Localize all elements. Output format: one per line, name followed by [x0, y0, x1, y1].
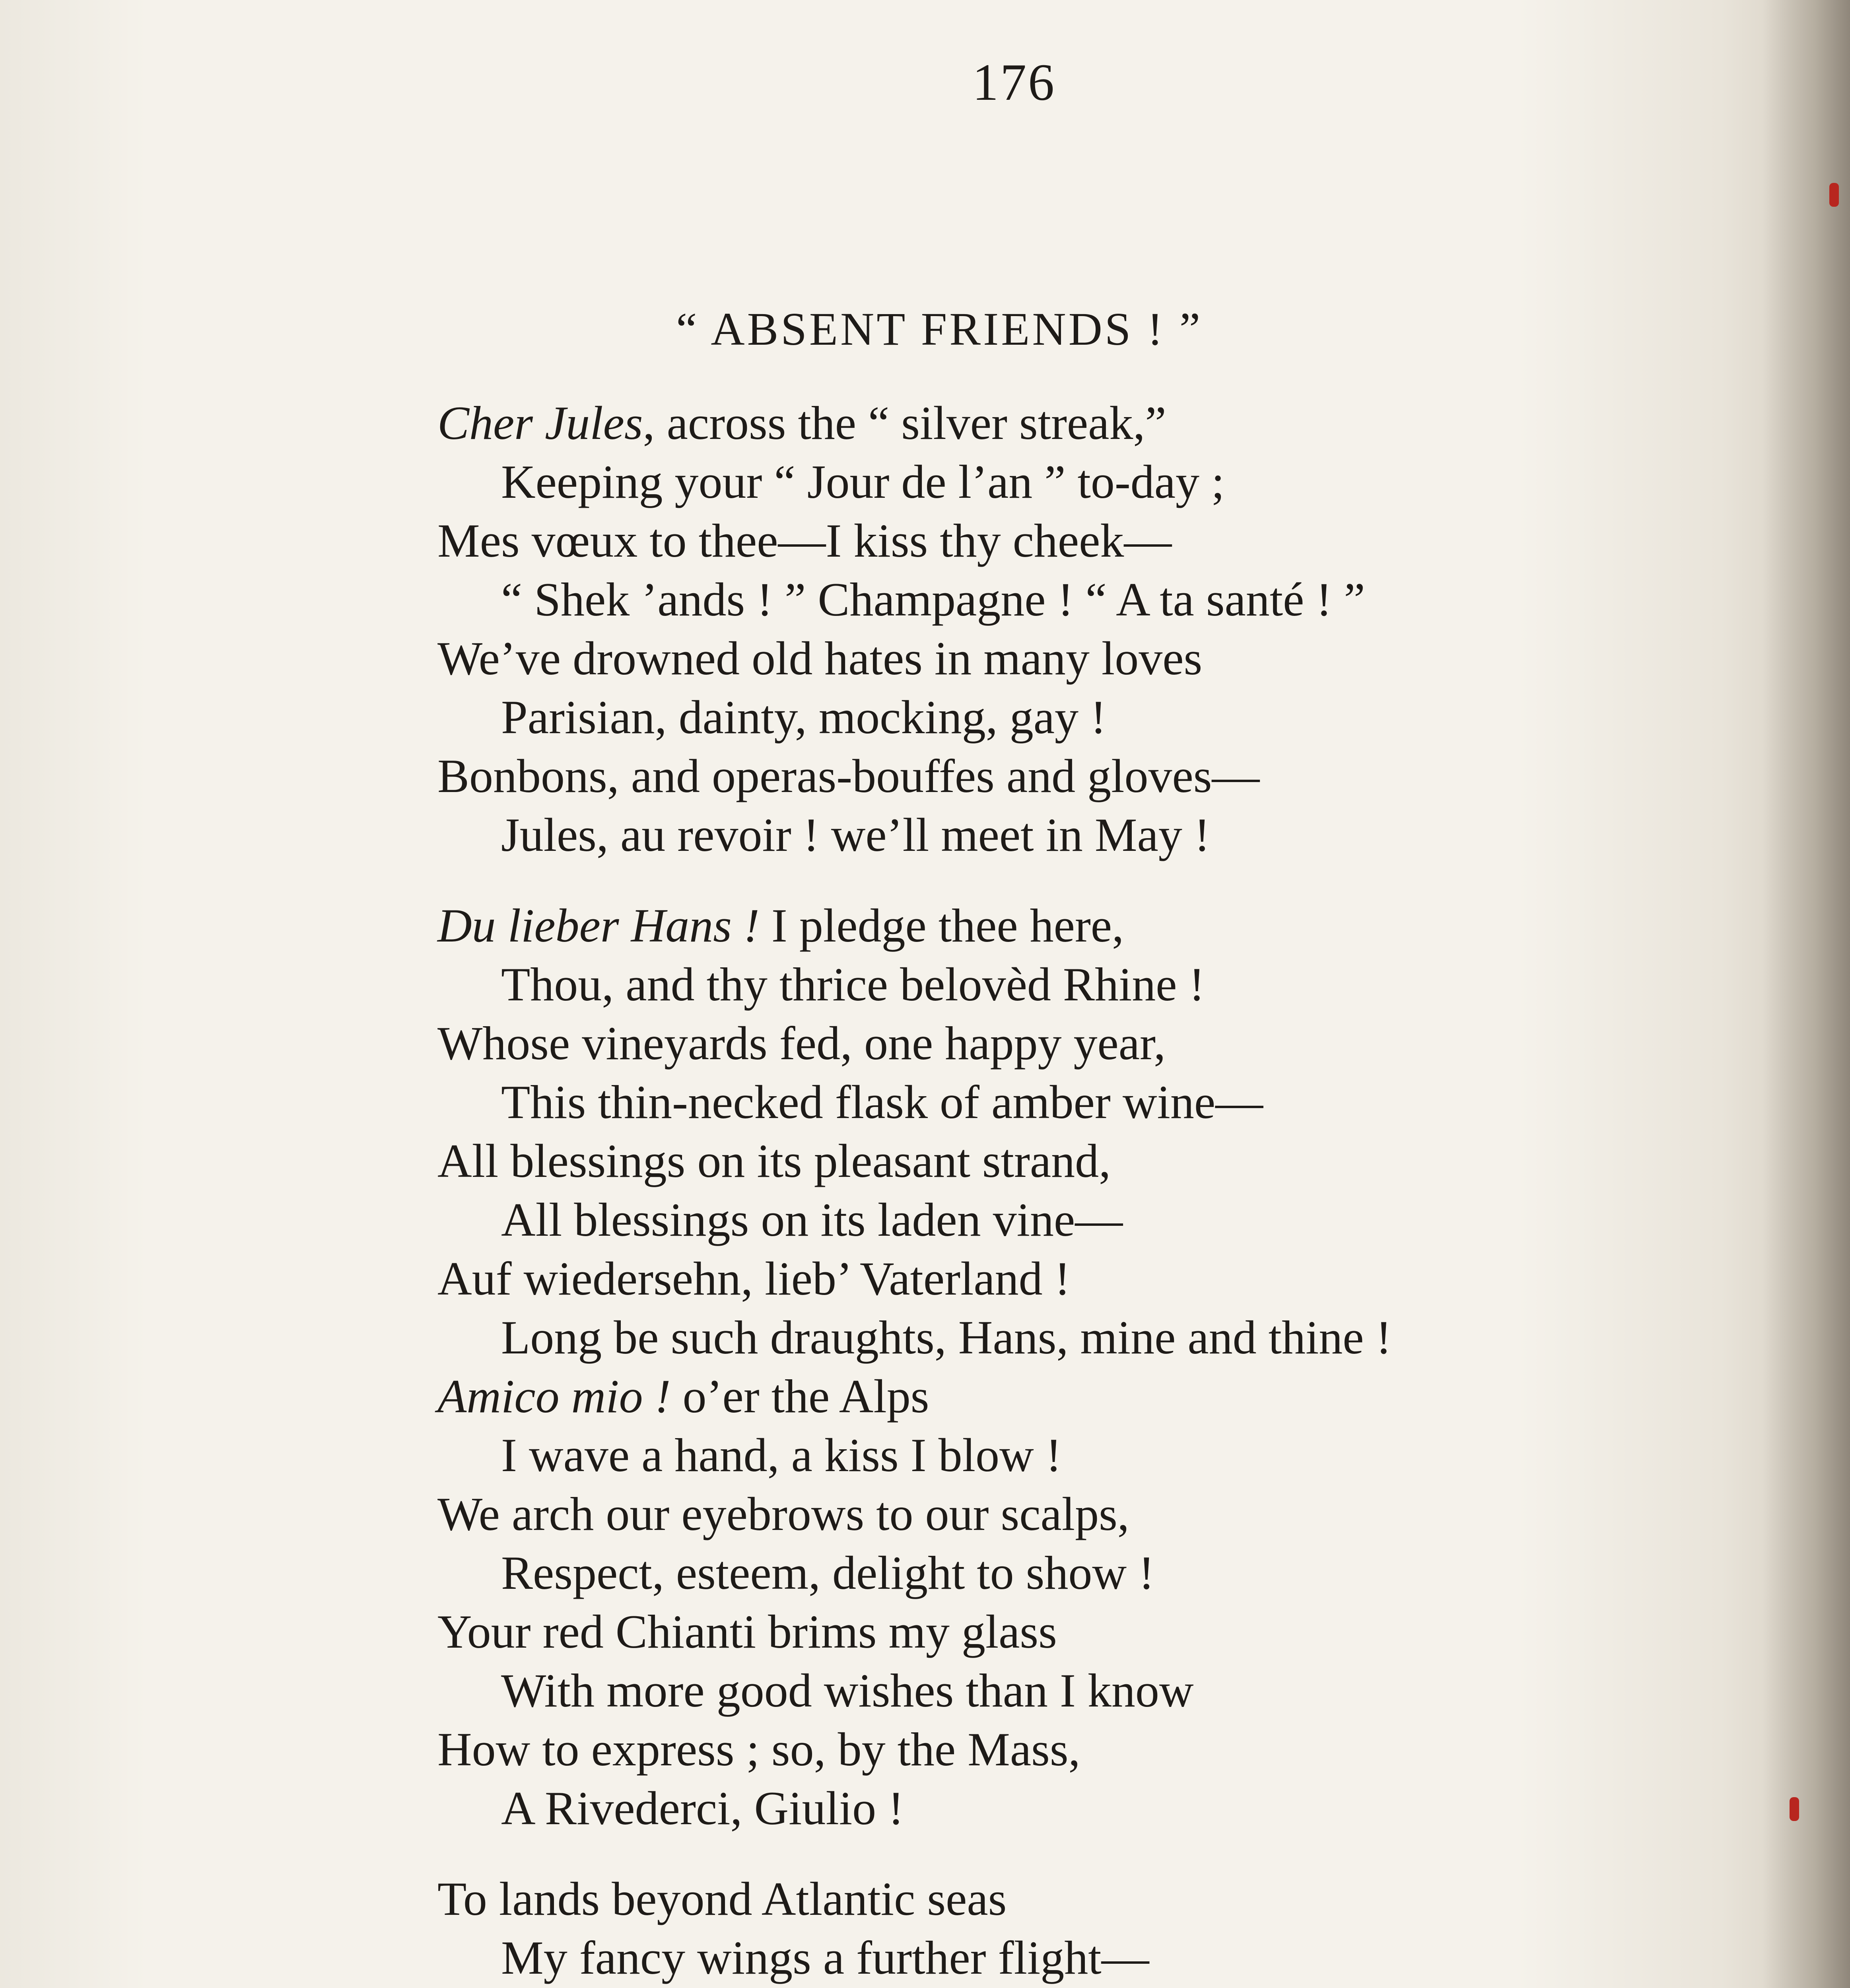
poem-line	[437, 629, 1750, 688]
poem-line-text: I pledge thee here,	[759, 899, 1124, 952]
poem-line	[437, 394, 1750, 452]
poem-line-text: How to express ; so, by the Mass,	[437, 1723, 1080, 1776]
poem-line-text: Your red Chianti brims my glass	[437, 1605, 1057, 1658]
poem-line	[437, 1543, 1750, 1602]
poem-line-text: “ Shek ’ands ! ” Champagne ! “ A ta santé ! ”	[501, 573, 1365, 626]
poem-line	[437, 896, 1750, 955]
poem-line-italic-text: Cher Jules	[437, 396, 643, 449]
poem-line-text: Jules, au revoir ! we’ll meet in May !	[501, 808, 1210, 861]
poem-line-text: Respect, esteem, delight to show !	[501, 1546, 1154, 1599]
poem-line	[437, 570, 1750, 629]
poem-line-text: o’er the Alps	[670, 1370, 929, 1423]
poem-line	[437, 1870, 1750, 1928]
poem-line-text: We arch our eyebrows to our scalps,	[437, 1487, 1129, 1540]
stanza	[437, 896, 1750, 1838]
stanza	[437, 394, 1750, 864]
poem-line	[437, 1779, 1750, 1838]
poem-line	[437, 1249, 1750, 1308]
poem-line-text: A Rivederci, Giulio !	[501, 1782, 904, 1835]
poem-line	[437, 1426, 1750, 1485]
poem-line-text: We’ve drowned old hates in many loves	[437, 632, 1203, 685]
poem-line-text: My fancy wings a further flight—	[501, 1931, 1149, 1984]
poem-line-text: , across the “ silver streak,”	[643, 396, 1166, 449]
red-mark	[1829, 183, 1839, 207]
poem-line-text: Long be such draughts, Hans, mine and thine !	[501, 1311, 1392, 1364]
poem-line	[437, 1367, 1750, 1426]
poem-line	[437, 1132, 1750, 1190]
poem-line	[437, 452, 1750, 511]
poem-line	[437, 1720, 1750, 1779]
poem-body	[437, 394, 1750, 1988]
red-mark	[1790, 1797, 1799, 1821]
poem-line-text: Parisian, dainty, mocking, gay !	[501, 691, 1106, 744]
poem-line-text: Keeping your “ Jour de l’an ” to-day ;	[501, 455, 1225, 508]
poem-line	[437, 1190, 1750, 1249]
poem-line	[437, 1308, 1750, 1367]
poem-line-text: To lands beyond Atlantic seas	[437, 1872, 1007, 1925]
poem-line-text: This thin-necked flask of amber wine—	[501, 1076, 1263, 1128]
poem-line	[437, 1602, 1750, 1661]
poem-line	[437, 688, 1750, 747]
poem-line-text: Whose vineyards fed, one happy year,	[437, 1017, 1166, 1070]
poem-line	[437, 1928, 1750, 1987]
poem-line-text: Bonbons, and operas-bouffes and gloves—	[437, 749, 1260, 802]
poem-line-text: Thou, and thy thrice belovèd Rhine !	[501, 958, 1205, 1011]
poem-line	[437, 1661, 1750, 1720]
poem-line	[437, 1485, 1750, 1543]
poem-line	[437, 1073, 1750, 1132]
page-number: 176	[972, 53, 1056, 111]
poem-line-text: With more good wishes than I know	[501, 1664, 1194, 1717]
poem-line	[437, 511, 1750, 570]
poem-line	[437, 806, 1750, 864]
poem-line-text: Auf wiedersehn, lieb’ Vaterland !	[437, 1252, 1071, 1305]
poem-line	[437, 747, 1750, 806]
poem-line	[437, 955, 1750, 1014]
poem-line-text: All blessings on its laden vine—	[501, 1193, 1123, 1246]
stanza	[437, 1870, 1750, 1988]
poem-line-italic-text: Amico mio !	[437, 1370, 671, 1423]
page-gutter-shadow	[1763, 0, 1850, 1988]
poem-line-text: All blessings on its pleasant strand,	[437, 1134, 1111, 1187]
poem-line-text: Mes vœux to thee—I kiss thy cheek—	[437, 514, 1172, 567]
poem-line-italic-text: Du lieber Hans !	[437, 899, 760, 952]
poem-line	[437, 1014, 1750, 1073]
poem-line-text: I wave a hand, a kiss I blow !	[501, 1429, 1062, 1481]
poem-title: “ ABSENT FRIENDS ! ”	[676, 303, 1203, 355]
